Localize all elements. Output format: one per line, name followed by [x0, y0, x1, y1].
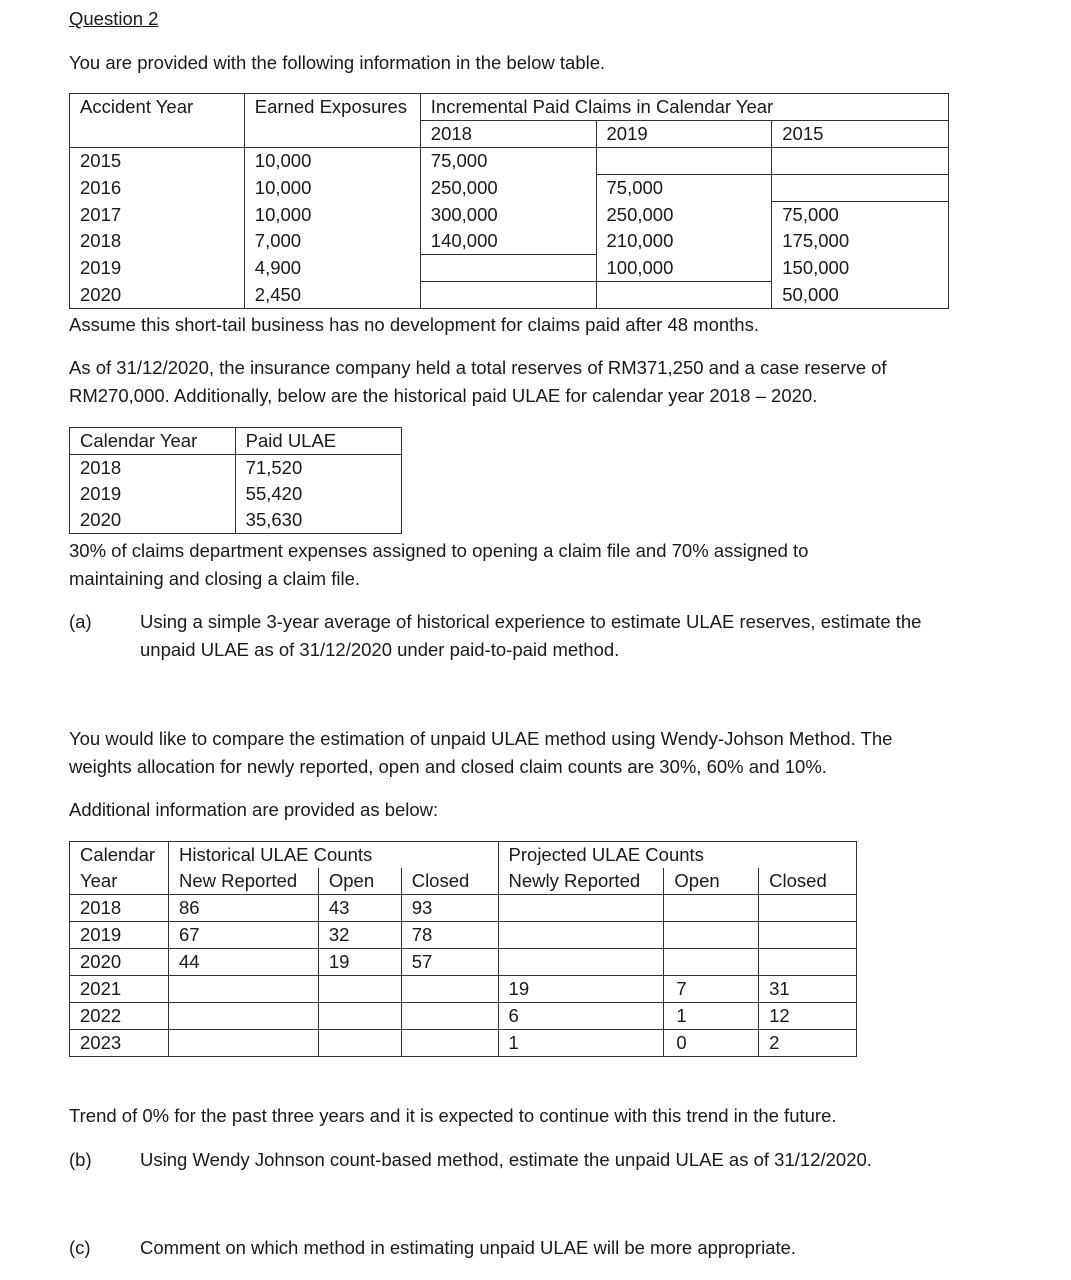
table-row: 2018 71,520 [70, 455, 402, 482]
header-open-projected: Open [664, 868, 759, 895]
header-earned-exposures: Earned Exposures [244, 94, 420, 121]
header-incremental-paid: Incremental Paid Claims in Calendar Year [420, 94, 948, 121]
table-row: 2018 86 43 93 [70, 895, 857, 922]
question-c-text: Comment on which method in estimating unpaid ULAE will be more appropriate. [140, 1237, 797, 1258]
table-row: 2020 44 19 57 [70, 949, 857, 976]
paid-ulae-table [69, 427, 402, 534]
header-year: Year [70, 868, 169, 895]
header-open: Open [318, 868, 401, 895]
compare-text-1: You would like to compare the estimation of unpaid ULAE method using Wendy-Johson Method. The [69, 728, 893, 749]
question-b-label: (b) [69, 1149, 92, 1170]
table-row: 2016 10,000 250,000 75,000 [70, 175, 949, 202]
assumption-text: Assume this short-tail business has no development for claims paid after 48 months. [69, 314, 759, 335]
question-a-line-2: unpaid ULAE as of 31/12/2020 under paid-to-paid method. [140, 639, 620, 660]
table-row: 2020 35,630 [70, 507, 402, 534]
header-closed-projected: Closed [759, 868, 857, 895]
header-cy-2019: 2019 [596, 121, 772, 148]
header-newly-reported: Newly Reported [498, 868, 664, 895]
header-paid-ulae: Paid ULAE [235, 428, 401, 455]
header-calendar-year: Calendar Year [70, 428, 236, 455]
reserves-text-2: RM270,000. Additionally, below are the historical paid ULAE for calendar year 2018 – 2020. [69, 385, 818, 406]
table-row: 2018 7,000 140,000 210,000 175,000 [70, 228, 949, 255]
table-row: 2020 2,450 50,000 [70, 282, 949, 309]
header-historical-counts: Historical ULAE Counts [168, 842, 498, 869]
question-a-label: (a) [69, 611, 92, 632]
header-cy-2015: 2015 [772, 121, 949, 148]
table-row: 2019 67 32 78 [70, 922, 857, 949]
reserves-text-1: As of 31/12/2020, the insurance company held a total reserves of RM371,250 and a case reserve of [69, 357, 887, 378]
claims-table [69, 93, 949, 309]
question-a-line-1: Using a simple 3-year average of historical experience to estimate ULAE reserves, estimate the [140, 611, 922, 632]
expense-text-2: maintaining and closing a claim file. [69, 568, 361, 589]
expense-text-1: 30% of claims department expenses assigned to opening a claim file and 70% assigned to [69, 540, 809, 561]
question-title: Question 2 [69, 8, 159, 29]
header-new-reported: New Reported [168, 868, 318, 895]
header-calendar: Calendar [70, 842, 169, 869]
question-b-text: Using Wendy Johnson count-based method, estimate the unpaid ULAE as of 31/12/2020. [140, 1149, 872, 1170]
header-accident-year: Accident Year [70, 94, 245, 121]
table-row: 2019 4,900 100,000 150,000 [70, 255, 949, 282]
table-row: 2017 10,000 300,000 250,000 75,000 [70, 202, 949, 229]
trend-text: Trend of 0% for the past three years and it is expected to continue with this trend in the future. [69, 1105, 837, 1126]
header-closed: Closed [401, 868, 498, 895]
table-row: 2021 19 7 31 [70, 976, 857, 1003]
table-row: 2022 6 1 12 [70, 1003, 857, 1030]
table-row: 2019 55,420 [70, 481, 402, 507]
intro-text: You are provided with the following information in the below table. [69, 52, 606, 73]
header-projected-counts: Projected ULAE Counts [498, 842, 856, 869]
header-cy-2018: 2018 [420, 121, 596, 148]
table-row: 2015 10,000 75,000 [70, 148, 949, 175]
table-row: 2023 1 0 2 [70, 1030, 857, 1057]
ulae-counts-table [69, 841, 857, 1057]
question-c-label: (c) [69, 1237, 91, 1258]
additional-text: Additional information are provided as below: [69, 799, 439, 820]
compare-text-2: weights allocation for newly reported, open and closed claim counts are 30%, 60% and 10%. [69, 756, 827, 777]
